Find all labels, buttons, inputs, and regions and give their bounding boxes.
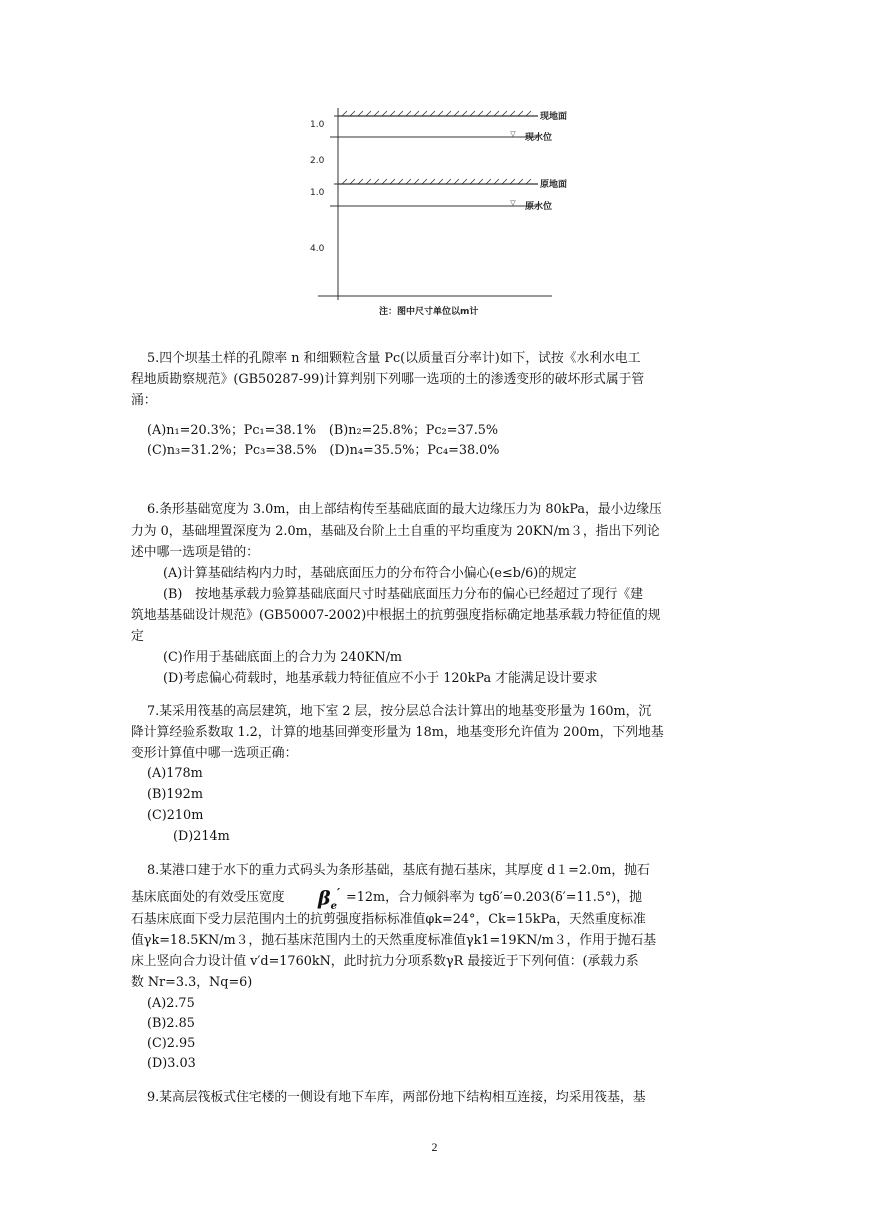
- q8-line-4: 值γk=18.5KN/m３，抛石基床范围内土的天然重度标准值γk1=19KN/m３，作用于抛石基: [131, 933, 657, 948]
- q7-option-d: (D)214m: [173, 829, 230, 844]
- label-original-ground: 原地面: [540, 180, 568, 190]
- q7-option-a: (A)178m: [147, 766, 203, 781]
- q8-option-a: (A)2.75: [147, 996, 195, 1011]
- label-current-ground: 现地面: [540, 112, 568, 122]
- q6-line-3: 述中哪一选项是错的：: [131, 545, 259, 560]
- original-ground-hatch: [342, 179, 531, 184]
- q6-option-c: (C)作用于基础底面上的合力为 240KN/m: [163, 650, 403, 665]
- q5-line-2: 程地质勘察规范》(GB50287-99)计算判别下列哪一选项的土的渗透变形的破坏形式属于管: [131, 372, 645, 387]
- q6-option-d: (D)考虑偏心荷载时，地基承载力特征值应不小于 120kPa 才能满足设计要求: [163, 671, 598, 686]
- figure-note: 注：图中尺寸单位以m计: [379, 307, 479, 317]
- q8-option-b: (B)2.85: [147, 1016, 195, 1031]
- q6-option-b-3: 定: [131, 629, 144, 644]
- q7-line-1: 7.某采用筏基的高层建筑，地下室 2 层，按分层总合法计算出的地基变形量为 160m，沉: [147, 704, 652, 719]
- q6-option-b-2: 筑地基基础设计规范》(GB50007-2002)中根据土的抗剪强度指标确定地基承载力特征值的规: [131, 608, 661, 623]
- q7-line-2: 降计算经验系数取 1.2，计算的地基回弹变形量为 18m，地基变形允许值为 200m，下列地基: [131, 725, 664, 740]
- q8-line-6: 数 Nr=3.3，Nq=6): [131, 975, 253, 990]
- q8-line-2b: =12m，合力倾斜率为 tgδ′=0.203(δ′=11.5°)，抛: [346, 890, 642, 905]
- current-water-symbol: ▽: [510, 130, 516, 138]
- current-ground-hatch: [342, 111, 531, 116]
- q5-options-2: (C)n₃=31.2%；Pc₃=38.5% (D)n₄=35.5%；Pc₄=38.0%: [147, 443, 500, 458]
- label-current-water: 现水位: [525, 133, 553, 143]
- q5-line-1: 5.四个坝基土样的孔隙率 n 和细颗粒含量 Pc(以质量百分率计)如下，试按《水利水电工: [147, 351, 641, 366]
- q8-option-d: (D)3.03: [147, 1056, 196, 1071]
- q8-line-3: 石基床底面下受力层范围内土的抗剪强度指标标准值φk=24°，Ck=15kPa，天然重度标准: [131, 912, 646, 927]
- q9-line-1: 9.某高层筏板式住宅楼的一侧设有地下车库，两部份地下结构相互连接，均采用筏基，基: [147, 1090, 646, 1105]
- q7-option-c: (C)210m: [147, 808, 204, 823]
- dim-label-3: 1.0: [310, 188, 325, 198]
- q6-option-a: (A)计算基础结构内力时，基础底面压力的分布符合小偏心(e≤b/6)的规定: [163, 566, 577, 581]
- q7-option-b: (B)192m: [147, 787, 203, 802]
- beta-e-symbol: $\beta_e'$: [318, 886, 341, 913]
- q6-option-b-1: (B) 按地基承载力验算基础底面尺寸时基础底面压力分布的偏心已经超过了现行《建: [163, 587, 644, 602]
- q8-line-5: 床上竖向合力设计值 v′d=1760kN，此时抗力分项系数γR 最接近于下列何值：(承载力系: [131, 954, 639, 969]
- dim-label-1: 1.0: [310, 120, 325, 130]
- q6-line-1: 6.条形基础宽度为 3.0m，由上部结构传至基础底面的最大边缘压力为 80kPa，最小边缘压: [147, 502, 662, 517]
- q7-line-3: 变形计算值中哪一选项正确：: [131, 746, 298, 761]
- q6-line-2: 力为 0，基础埋置深度为 2.0m，基础及台阶上土自重的平均重度为 20KN/m３，指出下列论: [131, 524, 660, 539]
- label-original-water: 原水位: [525, 202, 553, 212]
- q8-line-2a: 基床底面处的有效受压宽度: [131, 890, 285, 905]
- q5-options-1: (A)n₁=20.3%；Pc₁=38.1% (B)n₂=25.8%；Pc₂=37.5%: [147, 423, 499, 438]
- soil-section-figure: [300, 100, 570, 325]
- q8-option-c: (C)2.95: [147, 1036, 196, 1051]
- page-number: 2: [431, 1140, 438, 1154]
- dim-label-2: 2.0: [310, 156, 325, 166]
- q5-line-3: 涌：: [131, 393, 157, 408]
- dim-label-4: 4.0: [310, 244, 325, 254]
- q8-line-1: 8.某港口建于水下的重力式码头为条形基础，基底有抛石基床，其厚度 d１=2.0m，抛石: [147, 863, 650, 878]
- original-water-symbol: ▽: [510, 199, 516, 207]
